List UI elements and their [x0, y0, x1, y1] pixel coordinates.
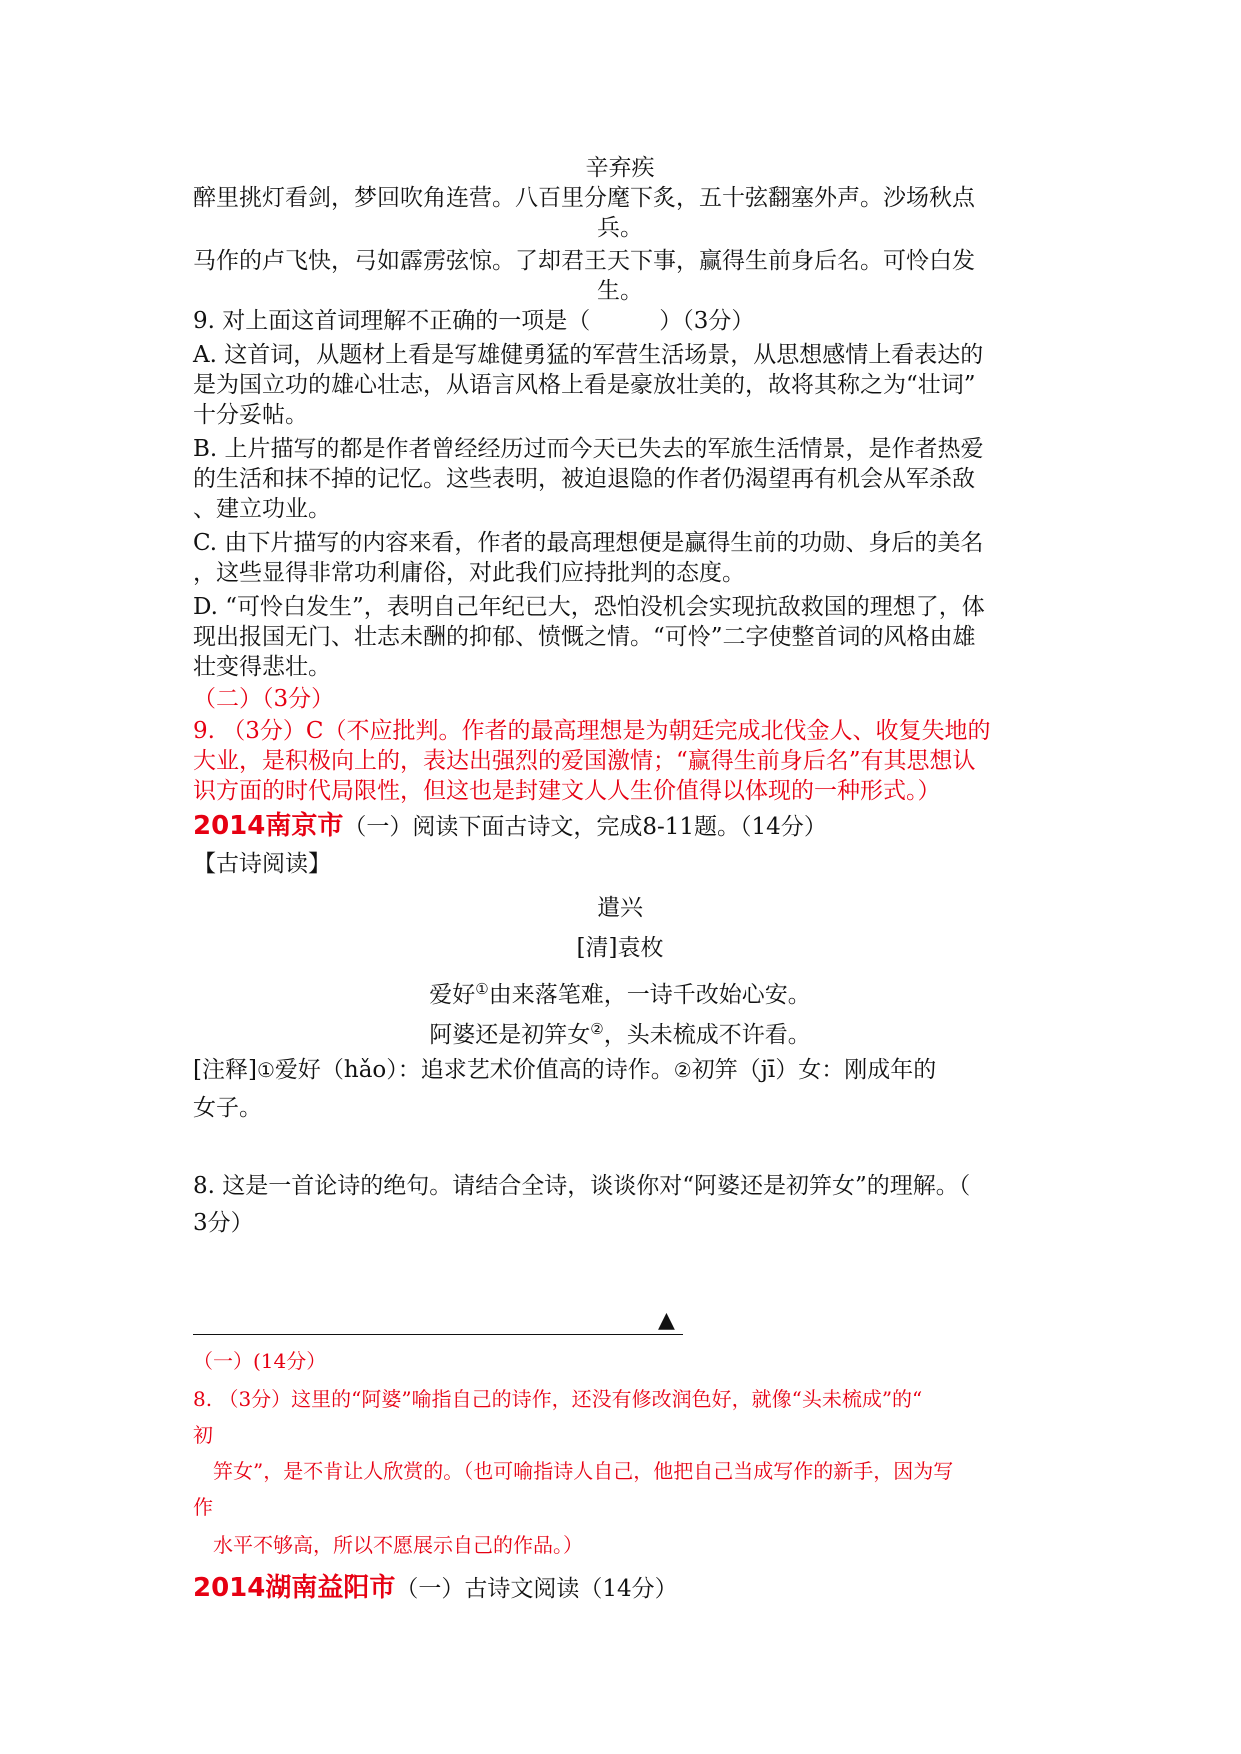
option-a-line: 是为国立功的雄心壮志，从语言风格上看是豪放壮美的，故将其称之为“壮词” [193, 372, 976, 398]
option-d-line: D. “可怜白发生”，表明自己年纪已大，恐怕没机会实现抗敌救国的理想了，体 [193, 594, 985, 620]
annotation-text: 初笄（jī）女：刚成年的 [691, 1057, 937, 1083]
triangle-marker-icon: ▲ [658, 1308, 675, 1333]
section-heading [193, 1573, 678, 1604]
poem-verse [160, 1014, 1080, 1050]
verse-text: 阿婆还是初笄女 [429, 1022, 591, 1048]
poem-line: 醉里挑灯看剑，梦回吹角连营。八百里分麾下炙，五十弦翻塞外声。沙场秋点 [193, 185, 975, 211]
poem-author: 辛弃疾 [585, 155, 655, 181]
question-stem: 9. 对上面这首词理解不正确的一项是（ ）（3分） [193, 308, 755, 334]
annotation: 女子。 [193, 1095, 262, 1121]
reading-label: 【古诗阅读】 [193, 851, 331, 877]
poem-line: 马作的卢飞快，弓如霹雳弦惊。了却君王天下事，赢得生前身后名。可怜白发 [193, 248, 975, 274]
option-b-line: 的生活和抹不掉的记忆。这些表明，被迫退隐的作者仍渴望再有机会从军杀敌 [193, 466, 975, 492]
answer-line: 作 [193, 1495, 213, 1519]
answer-line: 笄女”，是不肯让人欣赏的。（也可喻指诗人自己，他把自己当成写作的新手，因为写 [213, 1459, 954, 1483]
poem-title: 遣兴 [597, 895, 643, 921]
option-b-line: B. 上片描写的都是作者曾经经历过而今天已失去的军旅生活情景，是作者热爱 [193, 436, 984, 462]
answer-line-rule [193, 1334, 683, 1335]
option-b-line: 、建立功业。 [193, 496, 331, 522]
answer-header: （一）(14分） [193, 1349, 327, 1373]
question-stem: 8. 这是一首论诗的绝句。请结合全诗，谈谈你对“阿婆还是初笄女”的理解。（ [193, 1173, 971, 1199]
option-c-line: ，这些显得非常功利庸俗，对此我们应持批判的态度。 [193, 560, 745, 586]
section-city: 2014湖南益阳市 [193, 1573, 396, 1603]
question-stem: 3分） [193, 1210, 254, 1236]
answer-line: 大业，是积极向上的，表达出强烈的爱国激情；“赢得生前身后名”有其思想认 [193, 748, 976, 774]
section-city: 2014南京市 [193, 811, 344, 841]
poem-verse [160, 974, 1080, 1010]
annotation [193, 1055, 936, 1085]
poem-line: 生。 [597, 278, 643, 304]
verse-text: 爱好 [429, 982, 476, 1008]
footnote-mark: ② [673, 1058, 692, 1082]
footnote-mark: ② [590, 1020, 604, 1038]
option-a-line: A. 这首词，从题材上看是写雄健勇猛的军营生活场景，从思想感情上看表达的 [193, 342, 984, 368]
poem-author: [清]袁枚 [576, 935, 664, 961]
footnote-mark: ① [475, 980, 489, 998]
answer-line: 9. （3分）C（不应批判。作者的最高理想是为朝廷完成北伐金人、收复失地的 [193, 718, 991, 744]
annotation-text: 爱好（hǎo）：追求艺术价值高的诗作。 [274, 1057, 674, 1083]
option-d-line: 现出报国无门、壮志未酬的抑郁、愤慨之情。“可怜”二字使整首词的风格由雄 [193, 624, 976, 650]
verse-text: 由来落笔难，一诗千改始心安。 [488, 982, 811, 1008]
answer-header: （二）（3分） [193, 686, 335, 712]
section-heading-rest: （一）阅读下面古诗文，完成8-11题。（14分） [343, 814, 827, 840]
section-heading [193, 811, 827, 842]
answer-line: 初 [193, 1423, 213, 1447]
answer-line: 水平不够高，所以不愿展示自己的作品。） [213, 1533, 583, 1557]
answer-line: 识方面的时代局限性，但这也是封建文人人生价值得以体现的一种形式。） [193, 778, 941, 804]
answer-line: 8. （3分）这里的“阿婆”喻指自己的诗作，还没有修改润色好，就像“头未梳成”的“ [193, 1387, 923, 1411]
option-a-line: 十分妥帖。 [193, 402, 308, 428]
option-d-line: 壮变得悲壮。 [193, 654, 331, 680]
footnote-mark: ① [256, 1058, 275, 1082]
option-c-line: C. 由下片描写的内容来看，作者的最高理想便是赢得生前的功勋、身后的美名 [193, 530, 984, 556]
section-heading-rest: （一）古诗文阅读（14分） [395, 1576, 678, 1602]
annotation-label: [注释] [193, 1057, 257, 1083]
verse-text: ，头未梳成不许看。 [603, 1022, 811, 1048]
poem-line: 兵。 [597, 215, 643, 241]
